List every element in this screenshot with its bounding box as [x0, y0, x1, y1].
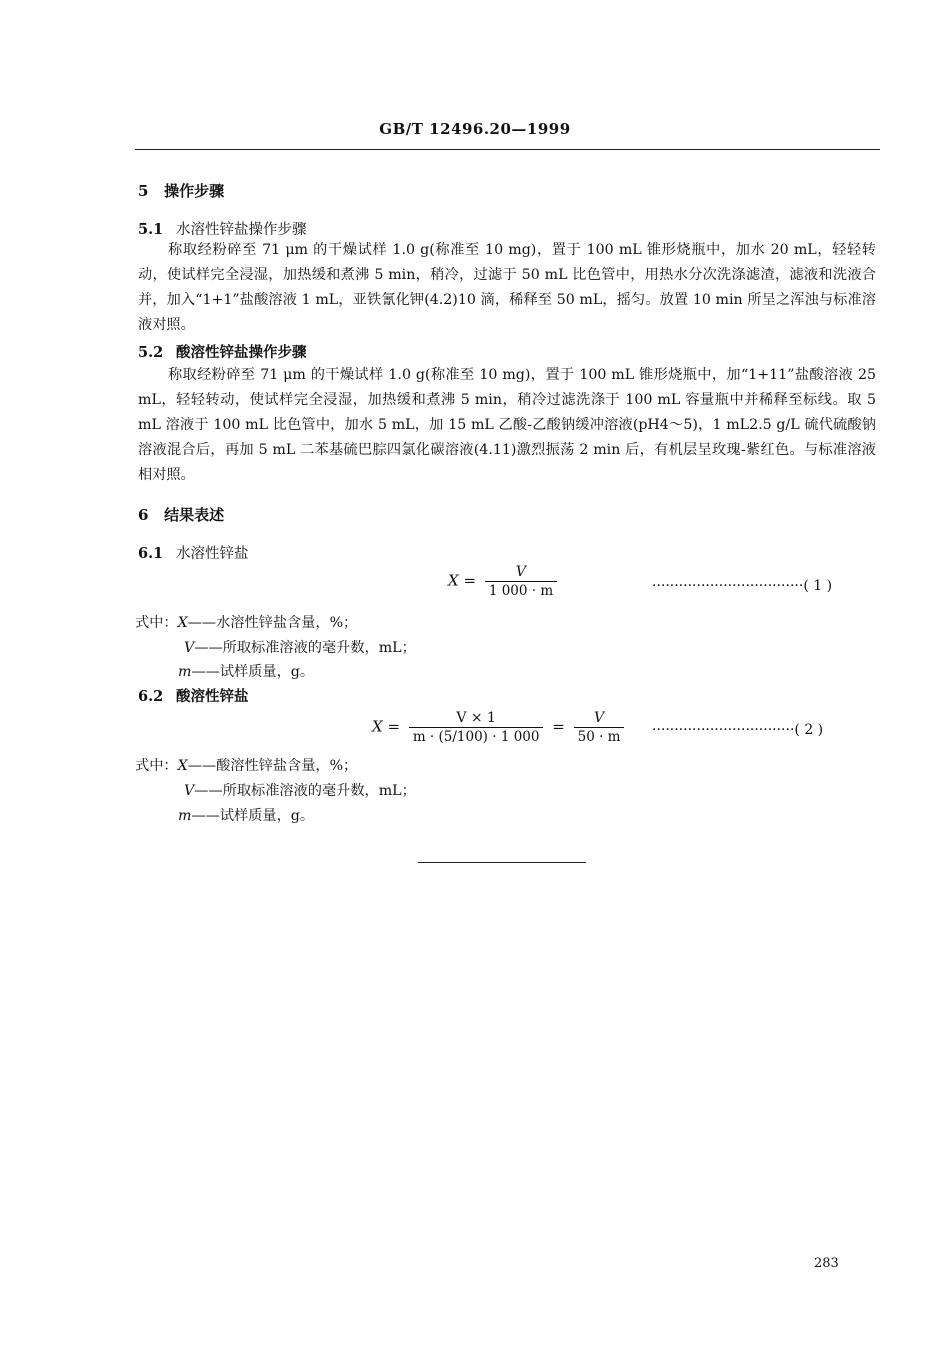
where-line-x: [135, 612, 357, 632]
section-title: 水溶性锌盐操作步骤: [176, 222, 307, 238]
where-line-v: [184, 637, 416, 657]
where-symbol: V: [184, 783, 195, 799]
end-rule: [418, 862, 586, 863]
section-6-2-heading: [138, 685, 249, 706]
formula-fraction-1: [409, 710, 544, 745]
section-title: 酸溶性锌盐: [176, 688, 249, 705]
document-code-header: GB/T 12496.20—1999: [379, 120, 571, 138]
where-description: ——所取标准溶液的毫升数，mL；: [194, 640, 416, 656]
equation-leader-2: [652, 722, 874, 738]
equation-number: ( 1 ): [803, 578, 833, 594]
formula-fraction-2: [574, 710, 625, 745]
where-line-m: [178, 661, 314, 681]
header-rule: [135, 149, 880, 150]
section-5-heading: [138, 180, 224, 201]
fraction-numerator: V: [515, 564, 527, 580]
fraction-numerator: V: [593, 710, 605, 726]
formula-equals: =: [387, 717, 401, 736]
where-description: ——试样质量，g。: [191, 664, 315, 680]
where-description: ——水溶性锌盐含量，%；: [187, 615, 358, 631]
section-title: 结果表述: [164, 506, 225, 524]
section-number: 6: [138, 506, 149, 524]
formula-2: [372, 710, 628, 745]
formula-lhs: X: [448, 571, 459, 590]
fraction-denominator: 1 000 · m: [485, 581, 557, 599]
page-number: 283: [814, 1256, 839, 1271]
section-5-2-heading: [138, 341, 307, 362]
section-title: 水溶性锌盐: [176, 546, 249, 562]
fraction-numerator: V × 1: [456, 710, 496, 726]
section-5-1-heading: [138, 218, 307, 239]
where-symbol: m: [178, 808, 192, 824]
equation-number: ( 2 ): [794, 722, 824, 738]
equation-leader-1: [652, 578, 874, 594]
where-prefix: 式中：: [135, 758, 178, 774]
formula-fraction: [485, 564, 557, 599]
where-description: ——酸溶性锌盐含量，%；: [187, 758, 358, 774]
section-number: 5.1: [138, 221, 164, 238]
where-description: ——试样质量，g。: [191, 808, 315, 824]
leader-dots: ································: [652, 722, 795, 738]
section-number: 5.2: [138, 344, 164, 361]
where-line-m: [178, 805, 314, 825]
where-prefix: 式中：: [135, 615, 178, 631]
where-line-x: [135, 755, 357, 775]
where-description: ——所取标准溶液的毫升数，mL；: [194, 783, 416, 799]
fraction-denominator: m · (5/100) · 1 000: [409, 727, 544, 745]
section-5-1-paragraph: 称取经粉碎至 71 μm 的干燥试样 1.0 g(称准至 10 mg)，置于 100 mL 锥形烧瓶中，加水 20 mL，轻轻转动，使试样完全浸湿，加热缓和煮沸 5 min，稍冷，过滤于 50 mL 比色管中，用热水分次洗涤滤渣，滤液和洗液合并，加入“1+1”盐酸溶液 1 mL，亚铁氰化钾(4.2)10 滴，稀释至 50 mL，摇匀。放置 10 min 所呈之浑浊与标准溶液对照。: [138, 242, 876, 333]
formula-equals-2: =: [552, 717, 565, 736]
leader-dots: ··································: [652, 578, 804, 594]
where-line-v: [184, 780, 416, 800]
where-symbol: m: [178, 664, 192, 680]
section-number: 6.2: [138, 688, 164, 705]
where-symbol: V: [184, 640, 195, 656]
fraction-denominator: 50 · m: [574, 727, 625, 745]
formula-lhs: X: [372, 717, 383, 736]
section-6-1-heading: [138, 542, 249, 563]
section-title: 操作步骤: [164, 182, 225, 200]
section-title: 酸溶性锌盐操作步骤: [176, 344, 307, 361]
section-number: 6.1: [138, 545, 164, 562]
where-symbol: X: [177, 758, 188, 774]
section-6-heading: [138, 504, 224, 525]
formula-equals: =: [463, 571, 477, 590]
formula-1: [448, 564, 561, 599]
section-5-2-paragraph: 称取经粉碎至 71 μm 的干燥试样 1.0 g(称准至 10 mg)，置于 100 mL 锥形烧瓶中，加“1+11”盐酸溶液 25 mL，轻轻转动，使试样完全浸湿，加热缓和煮沸 5 min，稍冷过滤洗涤于 100 mL 容量瓶中并稀释至标线。取 5 mL 溶液于 100 mL 比色管中，加水 5 mL，加 15 mL 乙酸-乙酸钠缓冲溶液(pH4～5)，1 mL2.5 g/L 硫代硫酸钠溶液混合后，再加 5 mL 二苯基硫巴腙四氯化碳溶液(4.11)激烈振荡 2 min 后，有机层呈玫瑰-紫红色。与标准溶液相对照。: [138, 367, 876, 483]
section-number: 5: [138, 182, 149, 200]
where-symbol: X: [177, 615, 188, 631]
